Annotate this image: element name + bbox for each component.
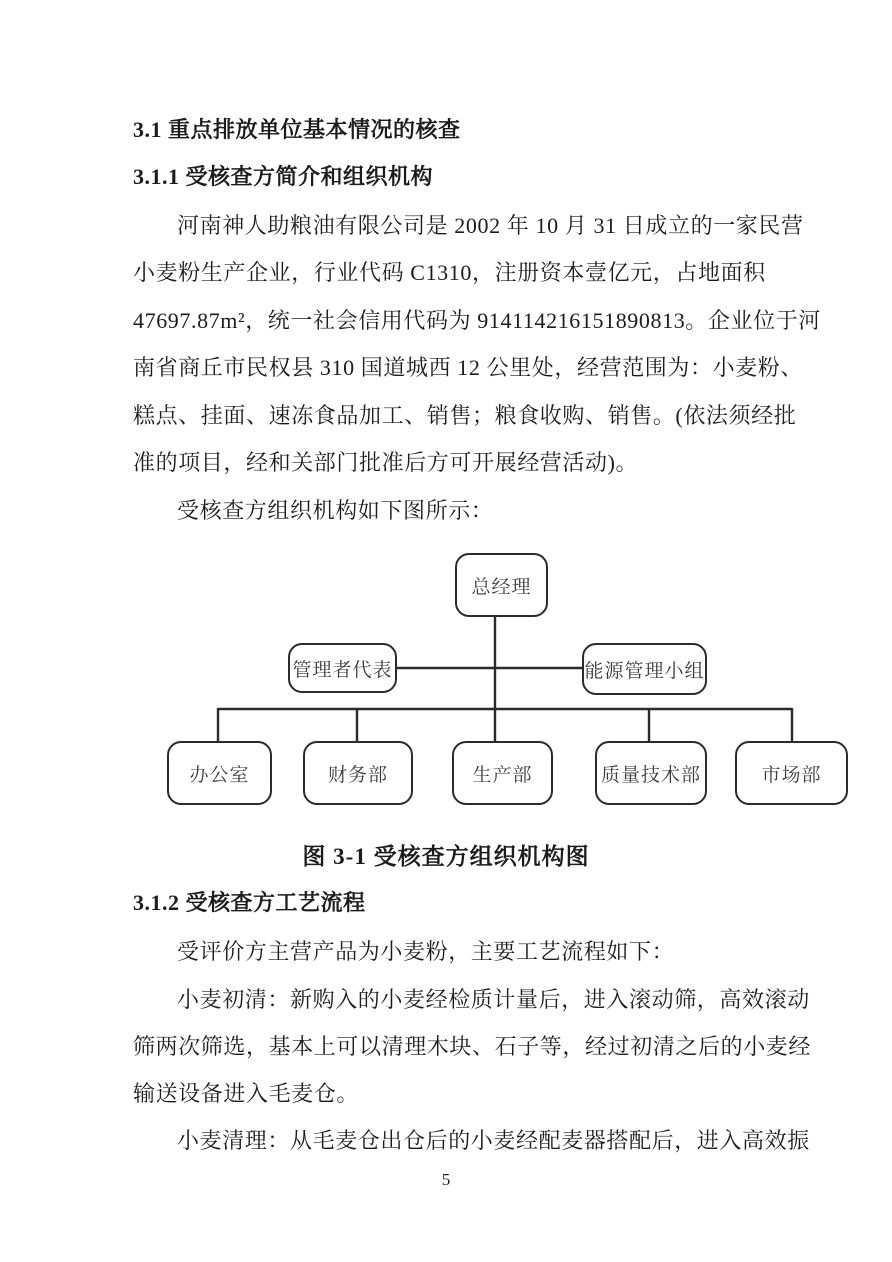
section-heading-3-1: 3.1 重点排放单位基本情况的核查	[133, 117, 461, 142]
org-node-energy-management-group: 能源管理小组	[582, 643, 707, 695]
intro-line: 准的项目，经和关部门批准后方可开展经营活动)。	[133, 450, 639, 475]
intro-line: 河南神人助粮油有限公司是 2002 年 10 月 31 日成立的一家民营	[177, 213, 804, 238]
section-heading-3-1-1: 3.1.1 受核查方简介和组织机构	[133, 164, 434, 189]
process-line: 筛两次筛选，基本上可以清理木块、石子等，经过初清之后的小麦经	[133, 1034, 812, 1059]
org-node-general-manager: 总经理	[455, 553, 548, 617]
intro-line: 糕点、挂面、速冻食品加工、销售；粮食收购、销售。(依法须经批	[133, 403, 797, 428]
intro-line: 南省商丘市民权县 310 国道城西 12 公里处，经营范围为：小麦粉、	[133, 355, 804, 380]
intro-line: 小麦粉生产企业，行业代码 C1310，注册资本壹亿元，占地面积	[133, 260, 766, 285]
org-node-quality-tech-dept: 质量技术部	[595, 741, 707, 805]
org-node-management-representative: 管理者代表	[288, 643, 397, 693]
process-line: 小麦初清：新购入的小麦经检质计量后，进入滚动筛，高效滚动	[177, 987, 810, 1012]
org-node-market-dept: 市场部	[735, 741, 848, 805]
figure-caption: 图 3-1 受核查方组织机构图	[302, 844, 590, 869]
process-line: 受评价方主营产品为小麦粉，主要工艺流程如下：	[177, 939, 675, 964]
process-line: 小麦清理：从毛麦仓出仓后的小麦经配麦器搭配后，进入高效振	[177, 1128, 810, 1153]
section-heading-3-1-2: 3.1.2 受核查方工艺流程	[133, 890, 366, 915]
org-node-production-dept: 生产部	[452, 741, 553, 805]
org-node-finance-dept: 财务部	[303, 741, 413, 805]
org-chart-lead-text: 受核查方组织机构如下图所示：	[177, 498, 494, 523]
page-number: 5	[441, 1170, 451, 1189]
process-line: 输送设备进入毛麦仓。	[133, 1081, 360, 1106]
org-node-office: 办公室	[167, 741, 272, 805]
intro-line: 47697.87m²，统一社会信用代码为 914114216151890813。企业位于河	[133, 308, 821, 333]
org-chart-figure	[0, 545, 892, 815]
